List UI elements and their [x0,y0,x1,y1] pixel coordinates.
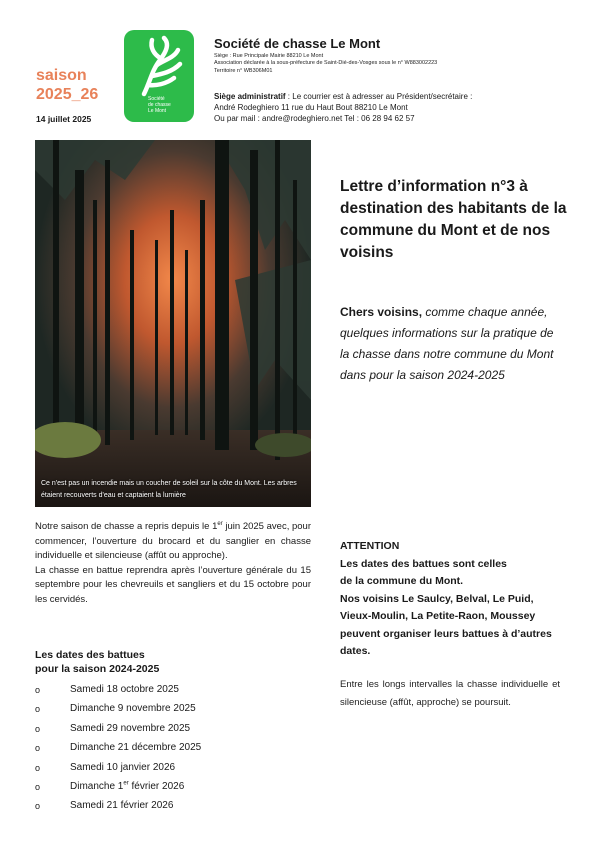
issue-date: 14 juillet 2025 [36,114,92,124]
admin-label: Siège administratif [214,92,286,101]
photo-caption: Ce n'est pas un incendie mais un coucher de soleil sur la côte du Mont. Les arbres étaient recouverts d'eau et captaient la lumière [41,480,297,499]
org-registration: Association déclarée à la sous-préfecture de Saint-Dié-des-Vosges sous le n° W883002223 [214,60,438,66]
org-territory: Territoire n° WB306M01 [214,68,273,74]
admin-mail-phone[interactable]: Ou par mail : andre@rodeghiero.net Tel : 06 28 94 62 57 [214,114,415,123]
season-paragraph: Notre saison de chasse a repris depuis le 1er juin 2025 avec, pour commencer, l’ouverture du brocard et du sanglier en chasse individuelle et silencieuse (affût ou approche). La chasse en battue reprendra après l’ouverture générale du 15 septembre pour les chevreuils et sangliers et du 15 octobre pour les cervidés. [35,520,312,605]
intro-paragraph [340,302,562,386]
season-years: 2025_26 [36,86,99,103]
bullet-icon: o [35,762,41,773]
org-name: Société de chasse Le Mont [214,36,381,51]
dates-title: Les dates des battues pour la saison 2024-2025 [35,649,160,675]
society-logo [124,30,194,122]
season-label [36,66,98,104]
intro-greeting: Chers voisins, [340,305,423,319]
bullet-icon: o [35,743,41,754]
admin-text: : Le courrier est à adresser au Président/secrétaire : [285,92,473,101]
logo-text: Société de chasse Le Mont [148,96,171,114]
hunting-note: Entre les longs intervalles la chasse individuelle et silencieuse (affût, approche) se poursuit. [340,679,560,708]
forest-photo [35,140,311,507]
bullet-icon: o [35,685,41,695]
admin-address: André Rodeghiero 11 rue du Haut Bout 88210 Le Mont [214,103,408,112]
admin-contact [214,91,472,124]
attention-title: ATTENTION [340,540,400,552]
bullet-icon: o [35,723,41,734]
intro-text: comme chaque année, quelques informations sur la pratique de la chasse dans notre commune du Mont dans pour la saison 2024-2025 [340,305,554,382]
bullet-icon: o [35,704,41,715]
newsletter-title: Lettre d’information n°3 à destination des habitants de la commune du Mont et de nos voisins [340,178,567,261]
org-address: Siège : Rue Principale Mairie 88210 Le Mont [214,53,324,59]
season-word: saison [36,67,87,84]
bullet-icon: o [35,801,41,812]
bullet-icon: o [35,781,41,792]
attention-box: ATTENTION Les dates des battues sont celles de la commune du Mont. Nos voisins Le Saulcy, Belval, Le Puid, Vieux-Moulin, La Petite-Raon, Moussey peuvent organiser leurs battues à d’autres dates. [340,538,562,661]
